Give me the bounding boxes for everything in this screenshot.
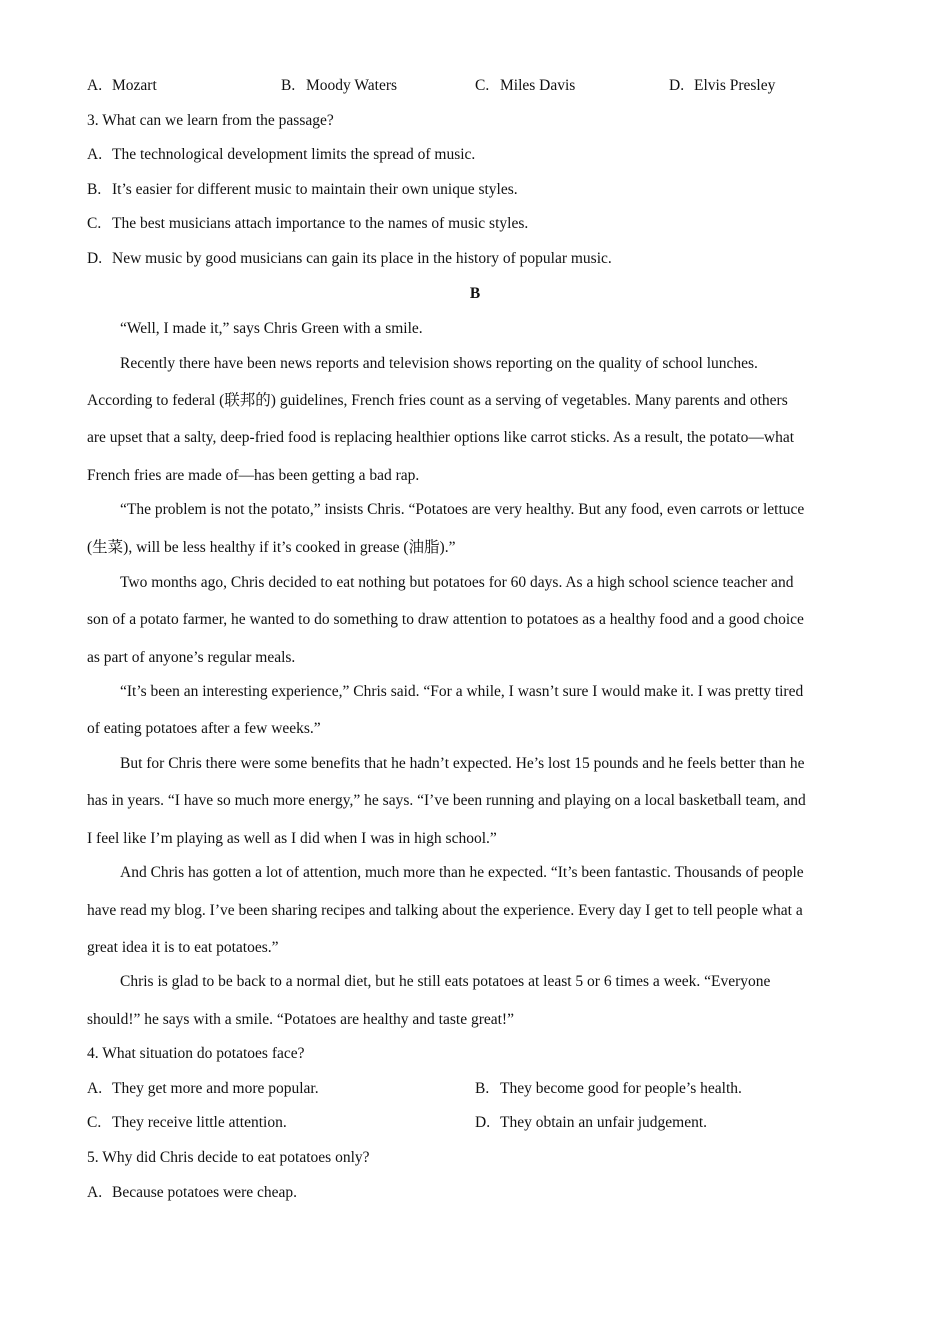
option-text: New music by good musicians can gain its place in the history of popular music.: [112, 250, 612, 267]
option-letter: C.: [87, 215, 102, 232]
passage-line: son of a potato farmer, he wanted to do something to draw attention to potatoes as a healthy food and a good choice: [87, 611, 804, 628]
option-letter: D.: [87, 250, 103, 267]
option-letter: D.: [669, 77, 685, 94]
q5-stem: 5. Why did Chris decide to eat potatoes only?: [87, 1149, 370, 1166]
q3-option-d: [87, 249, 612, 269]
q3-option-c: [87, 214, 528, 234]
passage-line: According to federal (联邦的) guidelines, French fries count as a serving of vegetables. Many parents and others: [87, 392, 788, 409]
q5-option-a: [87, 1183, 297, 1203]
passage-line: great idea it is to eat potatoes.”: [87, 939, 279, 956]
option-letter: B.: [87, 181, 102, 198]
option-letter: C.: [475, 77, 490, 94]
option-letter: C.: [87, 1114, 102, 1131]
passage-line: “It’s been an interesting experience,” Chris said. “For a while, I wasn’t sure I would make it. I was pretty tired: [120, 683, 804, 700]
q4-option-c: [87, 1113, 287, 1133]
q3-option-b: [87, 180, 518, 200]
passage-line: as part of anyone’s regular meals.: [87, 649, 296, 666]
option-text: The technological development limits the spread of music.: [112, 146, 476, 163]
q2-option-a: [87, 76, 157, 96]
option-text: It’s easier for different music to maintain their own unique styles.: [112, 181, 518, 198]
q4-option-a: [87, 1079, 319, 1099]
passage-line: are upset that a salty, deep-fried food is replacing healthier options like carrot sticks. As a result, the potato—what: [87, 429, 795, 446]
passage-line: of eating potatoes after a few weeks.”: [87, 720, 321, 737]
q4-option-b: [475, 1079, 742, 1099]
passage-line: I feel like I’m playing as well as I did when I was in high school.”: [87, 830, 497, 847]
option-text: Mozart: [112, 77, 157, 94]
option-letter: A.: [87, 77, 103, 94]
option-letter: B.: [281, 77, 296, 94]
passage-line: But for Chris there were some benefits that he hadn’t expected. He’s lost 15 pounds and he feels better than he: [120, 755, 805, 772]
passage-line: Two months ago, Chris decided to eat nothing but potatoes for 60 days. As a high school science teacher and: [120, 574, 794, 591]
option-letter: A.: [87, 146, 103, 163]
option-text: The best musicians attach importance to the names of music styles.: [112, 215, 529, 232]
passage-line: French fries are made of—has been getting a bad rap.: [87, 467, 420, 484]
q4-stem: 4. What situation do potatoes face?: [87, 1045, 305, 1062]
q2-option-b: [281, 76, 397, 96]
passage-line: Chris is glad to be back to a normal diet, but he still eats potatoes at least 5 or 6 times a week. “Everyone: [120, 973, 771, 990]
passage-line: “The problem is not the potato,” insists Chris. “Potatoes are very healthy. But any food, even carrots or lettuce: [120, 501, 805, 518]
q2-option-d: [669, 76, 775, 96]
option-text: Miles Davis: [500, 77, 576, 94]
option-text: They receive little attention.: [112, 1114, 287, 1131]
passage-line: has in years. “I have so much more energy,” he says. “I’ve been running and playing on a local basketball team, and: [87, 792, 806, 809]
passage-line: have read my blog. I’ve been sharing recipes and talking about the experience. Every day I get to tell people what a: [87, 902, 803, 919]
option-text: Because potatoes were cheap.: [112, 1184, 298, 1201]
passage-line: “Well, I made it,” says Chris Green with a smile.: [120, 320, 423, 337]
passage-line: should!” he says with a smile. “Potatoes are healthy and taste great!”: [87, 1011, 514, 1028]
option-letter: D.: [475, 1114, 491, 1131]
q3-option-a: [87, 145, 475, 165]
option-text: They get more and more popular.: [112, 1080, 319, 1097]
option-letter: A.: [87, 1184, 103, 1201]
option-text: Elvis Presley: [694, 77, 776, 94]
passage-line: (生菜), will be less healthy if it’s cooked in grease (油脂).”: [87, 539, 456, 556]
section-heading: B: [469, 285, 481, 302]
passage-line: Recently there have been news reports and television shows reporting on the quality of school lunches.: [120, 355, 758, 372]
q2-option-c: [475, 76, 575, 96]
option-text: They become good for people’s health.: [500, 1080, 742, 1097]
passage-line: And Chris has gotten a lot of attention, much more than he expected. “It’s been fantastic. Thousands of people: [120, 864, 804, 881]
option-text: They obtain an unfair judgement.: [500, 1114, 708, 1131]
option-text: Moody Waters: [306, 77, 398, 94]
q4-option-d: [475, 1113, 707, 1133]
q3-stem: 3. What can we learn from the passage?: [87, 112, 334, 129]
option-letter: A.: [87, 1080, 103, 1097]
option-letter: B.: [475, 1080, 490, 1097]
